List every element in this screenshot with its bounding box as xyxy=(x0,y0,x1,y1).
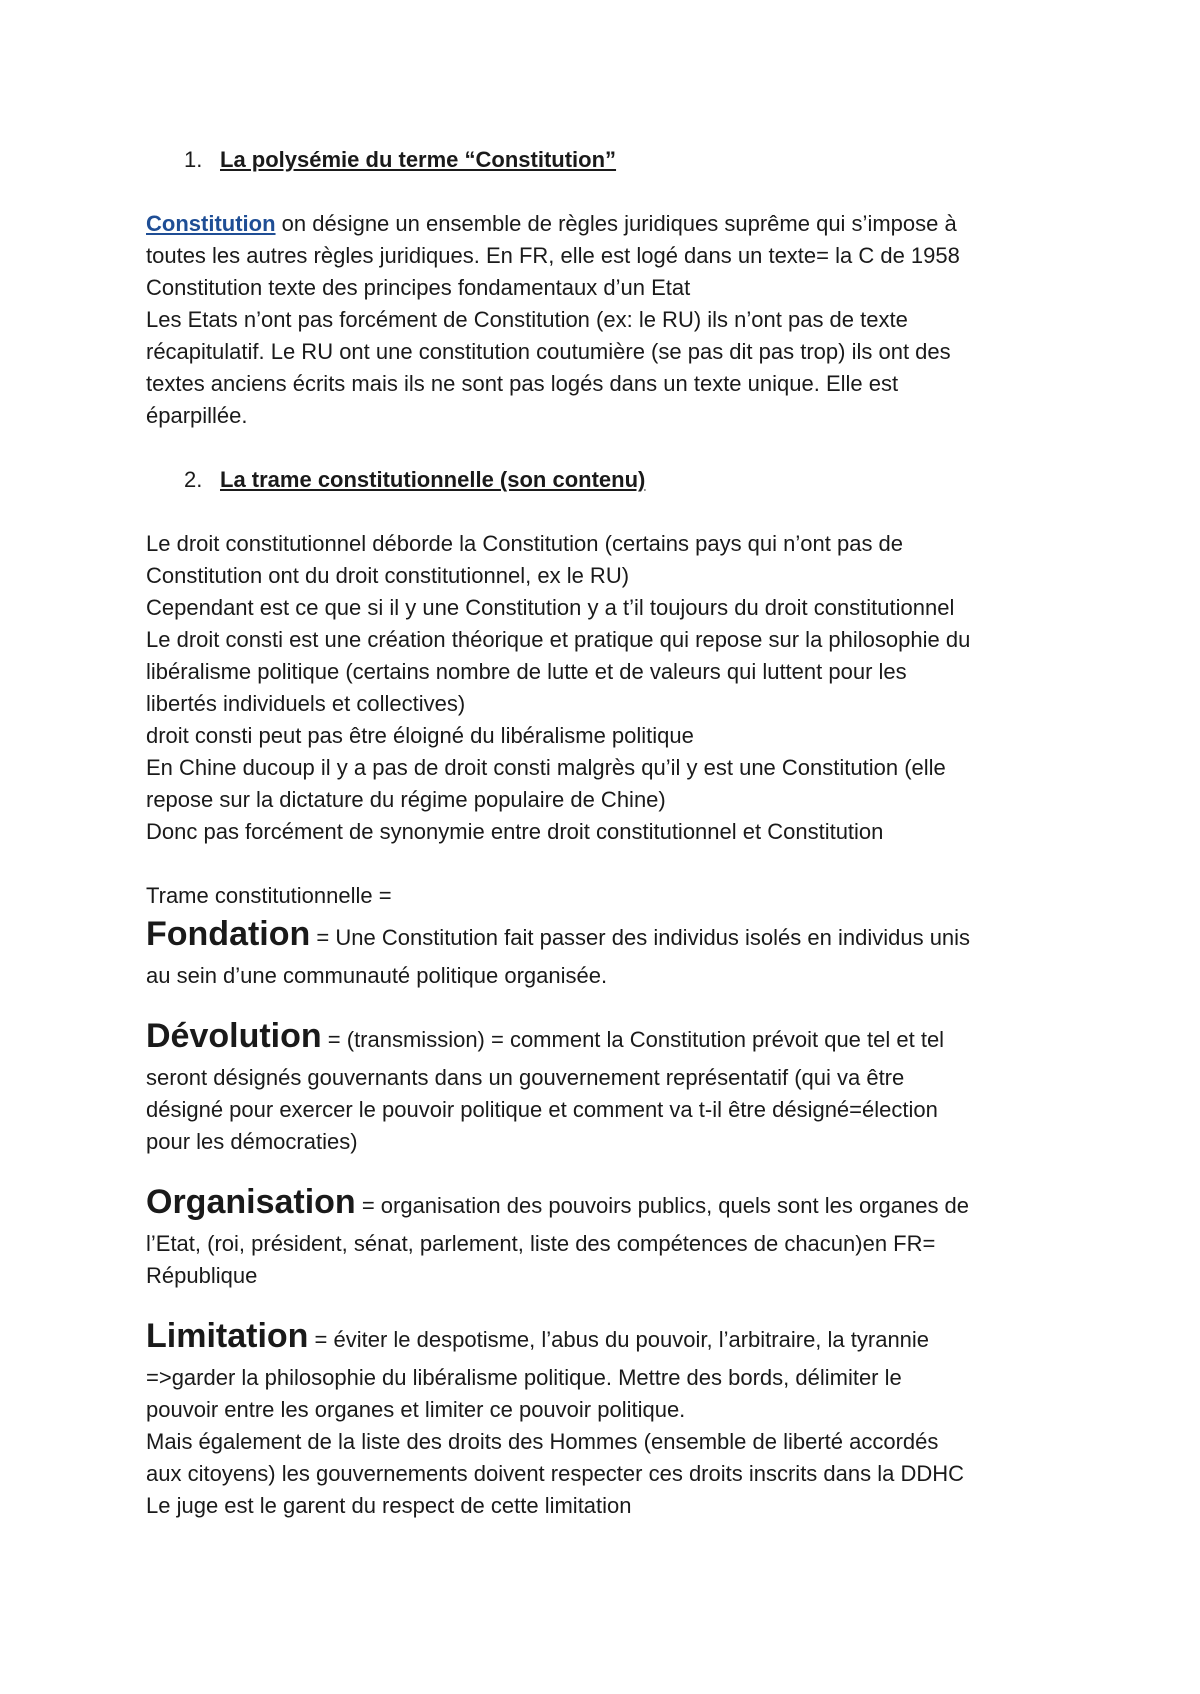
term-definition: = Une Constitution fait passer des individus isolés en individus unis xyxy=(310,925,971,950)
section-1-line: récapitulatif. Le RU ont une constitution coutumière (se pas dit pas trop) ils ont des xyxy=(146,339,951,364)
section-2-line: En Chine ducoup il y a pas de droit consti malgrès qu’il y est une Constitution (elle xyxy=(146,755,946,780)
term-line: aux citoyens) les gouvernements doivent respecter ces droits inscrits dans la DDHC xyxy=(146,1461,965,1486)
document-content xyxy=(146,144,1076,1522)
section-2-line: libéralisme politique (certains nombre de lutte et de valeurs qui luttent pour les xyxy=(146,659,907,684)
term-word: Fondation xyxy=(146,915,311,953)
term-line: pouvoir entre les organes et limiter ce pouvoir politique. xyxy=(146,1397,686,1422)
section-1-title: La polysémie du terme “Constitution” xyxy=(220,147,617,172)
term-line: au sein d’une communauté politique organisée. xyxy=(146,963,608,988)
section-2-line: Le droit consti est une création théorique et pratique qui repose sur la philosophie du xyxy=(146,627,971,652)
section-2-line: droit consti peut pas être éloigné du libéralisme politique xyxy=(146,723,694,748)
term-organisation xyxy=(146,1180,1076,1292)
term-line: République xyxy=(146,1263,258,1288)
term-line: seront désignés gouvernants dans un gouvernement représentatif (qui va être xyxy=(146,1065,905,1090)
term-line: l’Etat, (roi, président, sénat, parlement, liste des compétences de chacun)en FR= xyxy=(146,1231,936,1256)
section-2-heading xyxy=(146,464,1076,496)
section-2-number: 2. xyxy=(184,467,203,492)
section-1-line: toutes les autres règles juridiques. En FR, elle est logé dans un texte= la C de 1958 xyxy=(146,243,960,268)
term-line: Le juge est le garent du respect de cette limitation xyxy=(146,1493,632,1518)
section-2-line: libertés individuels et collectives) xyxy=(146,691,466,716)
term-word: Dévolution xyxy=(146,1017,322,1055)
term-word: Limitation xyxy=(146,1317,309,1355)
term-line: =>garder la philosophie du libéralisme politique. Mettre des bords, délimiter le xyxy=(146,1365,902,1390)
term-definition: = organisation des pouvoirs publics, quels sont les organes de xyxy=(355,1193,970,1218)
constitution-link[interactable]: Constitution xyxy=(146,211,276,236)
term-line: désigné pour exercer le pouvoir politique et comment va t-il être désigné=élection xyxy=(146,1097,938,1122)
section-1-line: Constitution texte des principes fondamentaux d’un Etat xyxy=(146,275,691,300)
term-limitation xyxy=(146,1314,1076,1522)
term-word: Organisation xyxy=(146,1183,356,1221)
section-2-line: Donc pas forcément de synonymie entre droit constitutionnel et Constitution xyxy=(146,819,884,844)
term-definition: = éviter le despotisme, l’abus du pouvoir, l’arbitraire, la tyrannie xyxy=(308,1327,930,1352)
section-2-title: La trame constitutionnelle (son contenu) xyxy=(220,467,646,492)
term-devolution xyxy=(146,1014,1076,1158)
section-1-heading xyxy=(146,144,1076,176)
section-2-line: Le droit constitutionnel déborde la Constitution (certains pays qui n’ont pas de xyxy=(146,531,904,556)
term-line: pour les démocraties) xyxy=(146,1129,358,1154)
section-1-line: textes anciens écrits mais ils ne sont pas logés dans un texte unique. Elle est xyxy=(146,371,899,396)
section-2-line: repose sur la dictature du régime populaire de Chine) xyxy=(146,787,666,812)
section-1-line: Les Etats n’ont pas forcément de Constitution (ex: le RU) ils n’ont pas de texte xyxy=(146,307,908,332)
term-definition: = (transmission) = comment la Constitution prévoit que tel et tel xyxy=(321,1027,945,1052)
section-1-line: on désigne un ensemble de règles juridiques suprême qui s’impose à xyxy=(275,211,957,236)
term-fondation xyxy=(146,912,1076,992)
section-1-line: éparpillée. xyxy=(146,403,248,428)
section-2-paragraph xyxy=(146,528,1076,848)
section-1-number: 1. xyxy=(184,147,203,172)
term-line: Mais également de la liste des droits des Hommes (ensemble de liberté accordés xyxy=(146,1429,939,1454)
trame-label: Trame constitutionnelle = xyxy=(146,883,392,908)
section-1-paragraph xyxy=(146,208,1076,432)
section-2-line: Constitution ont du droit constitutionnel, ex le RU) xyxy=(146,563,630,588)
section-2-line: Cependant est ce que si il y une Constitution y a t’il toujours du droit constitutionnel xyxy=(146,595,955,620)
